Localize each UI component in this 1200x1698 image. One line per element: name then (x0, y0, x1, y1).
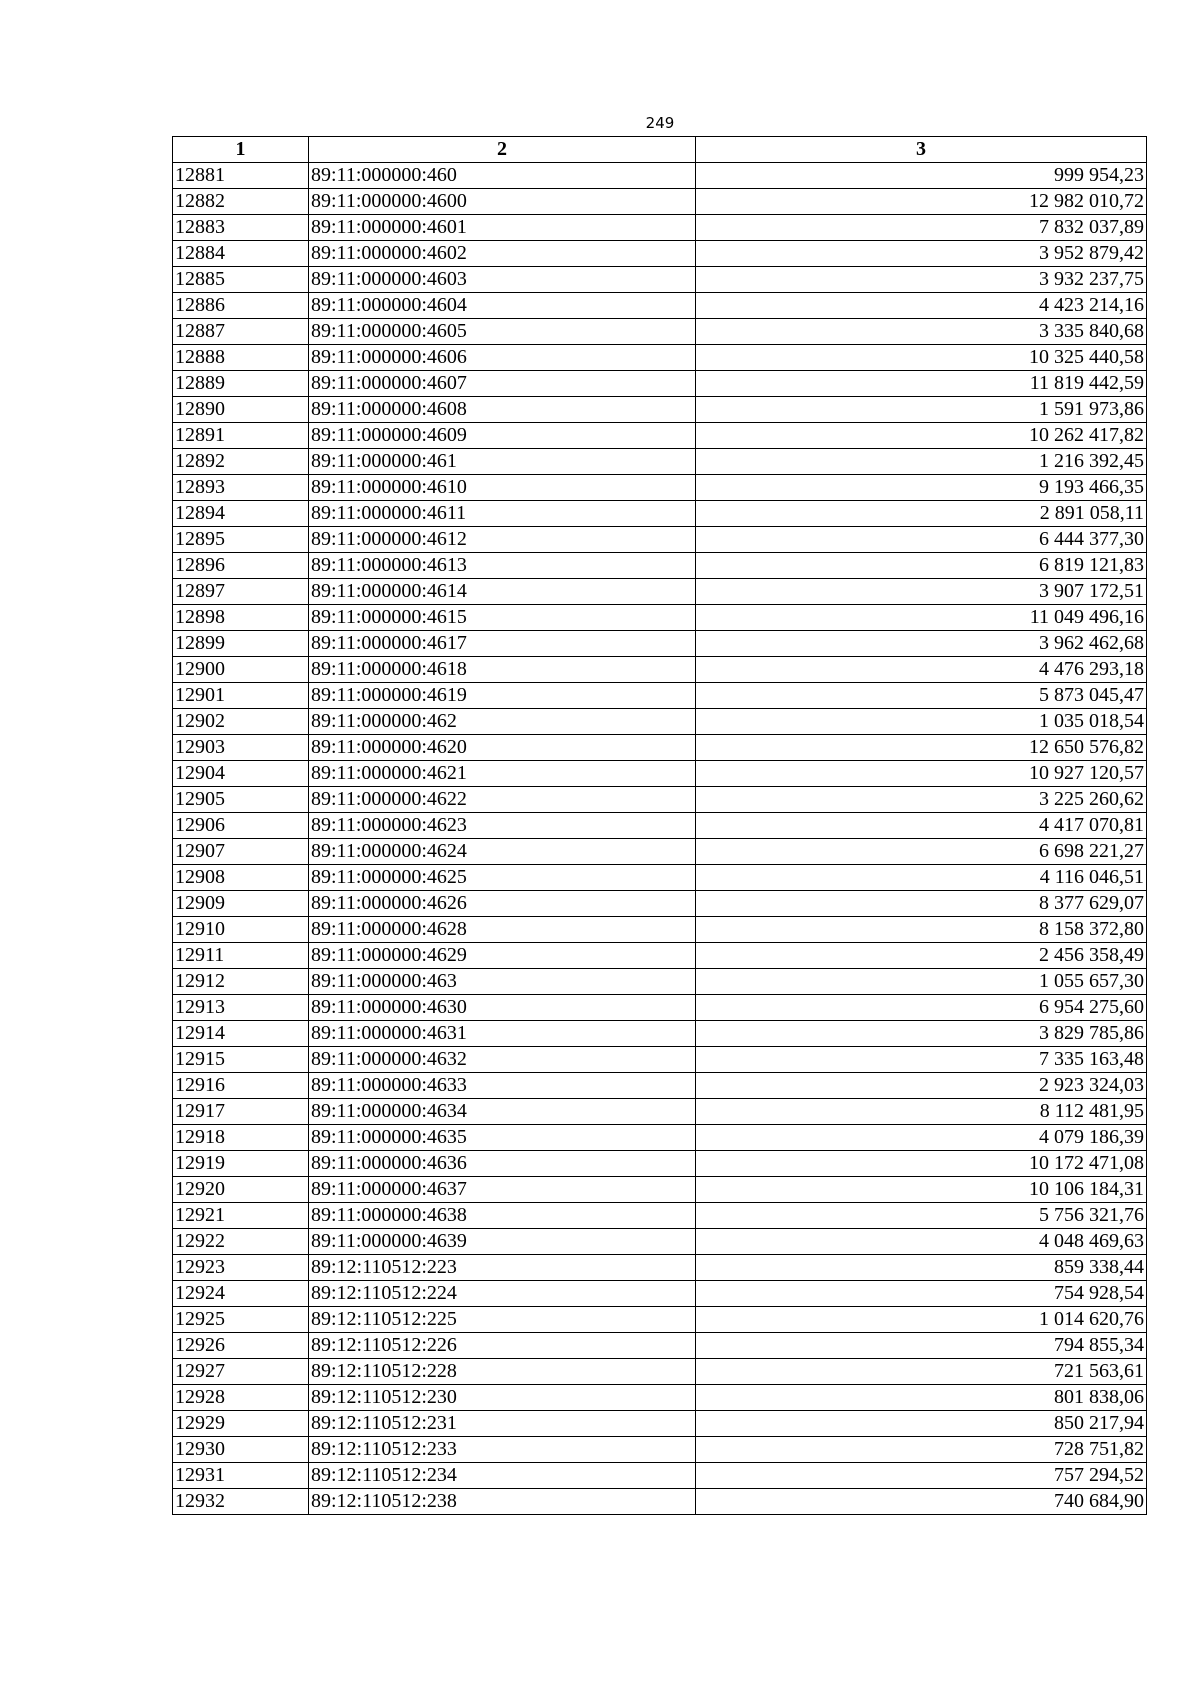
row-number-cell: 12902 (173, 709, 309, 735)
header-col-2: 2 (309, 137, 696, 163)
cadastral-number-cell: 89:11:000000:4637 (309, 1177, 696, 1203)
table-row (173, 787, 1147, 813)
table-row (173, 319, 1147, 345)
cadastral-number-cell: 89:11:000000:4636 (309, 1151, 696, 1177)
cadastral-number-cell: 89:12:110512:223 (309, 1255, 696, 1281)
table-row (173, 527, 1147, 553)
row-number-cell: 12896 (173, 553, 309, 579)
row-number-cell: 12905 (173, 787, 309, 813)
row-number-cell: 12908 (173, 865, 309, 891)
value-cell: 3 335 840,68 (696, 319, 1147, 345)
table-row (173, 631, 1147, 657)
row-number-cell: 12913 (173, 995, 309, 1021)
cadastral-number-cell: 89:11:000000:4625 (309, 865, 696, 891)
row-number-cell: 12900 (173, 657, 309, 683)
table-row (173, 1047, 1147, 1073)
table-body (173, 163, 1147, 1515)
table-row (173, 1177, 1147, 1203)
row-number-cell: 12894 (173, 501, 309, 527)
table-row (173, 163, 1147, 189)
row-number-cell: 12922 (173, 1229, 309, 1255)
row-number-cell: 12887 (173, 319, 309, 345)
value-cell: 10 172 471,08 (696, 1151, 1147, 1177)
value-cell: 6 819 121,83 (696, 553, 1147, 579)
value-cell: 7 335 163,48 (696, 1047, 1147, 1073)
row-number-cell: 12895 (173, 527, 309, 553)
cadastral-number-cell: 89:11:000000:4604 (309, 293, 696, 319)
row-number-cell: 12917 (173, 1099, 309, 1125)
row-number-cell: 12915 (173, 1047, 309, 1073)
table-row (173, 371, 1147, 397)
table-row (173, 241, 1147, 267)
table-row (173, 683, 1147, 709)
value-cell: 10 325 440,58 (696, 345, 1147, 371)
table-row (173, 839, 1147, 865)
table-row (173, 865, 1147, 891)
row-number-cell: 12898 (173, 605, 309, 631)
row-number-cell: 12899 (173, 631, 309, 657)
table-row (173, 813, 1147, 839)
value-cell: 10 927 120,57 (696, 761, 1147, 787)
value-cell: 4 476 293,18 (696, 657, 1147, 683)
cadastral-number-cell: 89:11:000000:4612 (309, 527, 696, 553)
table-row (173, 1463, 1147, 1489)
value-cell: 740 684,90 (696, 1489, 1147, 1515)
row-number-cell: 12893 (173, 475, 309, 501)
value-cell: 1 591 973,86 (696, 397, 1147, 423)
value-cell: 6 698 221,27 (696, 839, 1147, 865)
table-row (173, 709, 1147, 735)
cadastral-number-cell: 89:12:110512:224 (309, 1281, 696, 1307)
row-number-cell: 12910 (173, 917, 309, 943)
value-cell: 5 873 045,47 (696, 683, 1147, 709)
row-number-cell: 12888 (173, 345, 309, 371)
value-cell: 8 112 481,95 (696, 1099, 1147, 1125)
cadastral-number-cell: 89:11:000000:4623 (309, 813, 696, 839)
cadastral-number-cell: 89:11:000000:4607 (309, 371, 696, 397)
value-cell: 2 456 358,49 (696, 943, 1147, 969)
value-cell: 721 563,61 (696, 1359, 1147, 1385)
cadastral-number-cell: 89:11:000000:4634 (309, 1099, 696, 1125)
cadastral-number-cell: 89:11:000000:4610 (309, 475, 696, 501)
value-cell: 1 035 018,54 (696, 709, 1147, 735)
cadastral-number-cell: 89:11:000000:4602 (309, 241, 696, 267)
table-row (173, 1281, 1147, 1307)
table-row (173, 1021, 1147, 1047)
row-number-cell: 12931 (173, 1463, 309, 1489)
cadastral-number-cell: 89:11:000000:4620 (309, 735, 696, 761)
cadastral-number-cell: 89:12:110512:228 (309, 1359, 696, 1385)
table-row (173, 761, 1147, 787)
cadastral-number-cell: 89:12:110512:238 (309, 1489, 696, 1515)
cadastral-number-cell: 89:12:110512:233 (309, 1437, 696, 1463)
table-row (173, 969, 1147, 995)
cadastral-number-cell: 89:11:000000:4631 (309, 1021, 696, 1047)
table-row (173, 189, 1147, 215)
value-cell: 3 225 260,62 (696, 787, 1147, 813)
header-col-3: 3 (696, 137, 1147, 163)
row-number-cell: 12909 (173, 891, 309, 917)
table-row (173, 553, 1147, 579)
row-number-cell: 12881 (173, 163, 309, 189)
cadastral-number-cell: 89:11:000000:4633 (309, 1073, 696, 1099)
value-cell: 7 832 037,89 (696, 215, 1147, 241)
table-row (173, 1229, 1147, 1255)
table-row (173, 1411, 1147, 1437)
table-header-row (173, 137, 1147, 163)
value-cell: 1 055 657,30 (696, 969, 1147, 995)
row-number-cell: 12882 (173, 189, 309, 215)
cadastral-number-cell: 89:11:000000:4611 (309, 501, 696, 527)
cadastral-number-cell: 89:11:000000:4622 (309, 787, 696, 813)
value-cell: 728 751,82 (696, 1437, 1147, 1463)
value-cell: 4 423 214,16 (696, 293, 1147, 319)
value-cell: 3 907 172,51 (696, 579, 1147, 605)
cadastral-number-cell: 89:11:000000:460 (309, 163, 696, 189)
cadastral-number-cell: 89:11:000000:4618 (309, 657, 696, 683)
value-cell: 12 982 010,72 (696, 189, 1147, 215)
cadastral-number-cell: 89:12:110512:231 (309, 1411, 696, 1437)
cadastral-number-cell: 89:11:000000:4601 (309, 215, 696, 241)
value-cell: 757 294,52 (696, 1463, 1147, 1489)
table-row (173, 293, 1147, 319)
table-row (173, 1307, 1147, 1333)
value-cell: 5 756 321,76 (696, 1203, 1147, 1229)
row-number-cell: 12925 (173, 1307, 309, 1333)
row-number-cell: 12897 (173, 579, 309, 605)
cadastral-number-cell: 89:11:000000:4600 (309, 189, 696, 215)
value-cell: 6 444 377,30 (696, 527, 1147, 553)
cadastral-number-cell: 89:11:000000:4615 (309, 605, 696, 631)
table-row (173, 917, 1147, 943)
table-row (173, 1099, 1147, 1125)
row-number-cell: 12886 (173, 293, 309, 319)
value-cell: 999 954,23 (696, 163, 1147, 189)
row-number-cell: 12912 (173, 969, 309, 995)
row-number-cell: 12926 (173, 1333, 309, 1359)
row-number-cell: 12921 (173, 1203, 309, 1229)
row-number-cell: 12892 (173, 449, 309, 475)
table-row (173, 1255, 1147, 1281)
row-number-cell: 12891 (173, 423, 309, 449)
row-number-cell: 12920 (173, 1177, 309, 1203)
cadastral-number-cell: 89:11:000000:4619 (309, 683, 696, 709)
value-cell: 850 217,94 (696, 1411, 1147, 1437)
cadastral-number-cell: 89:11:000000:4638 (309, 1203, 696, 1229)
table-row (173, 1385, 1147, 1411)
value-cell: 801 838,06 (696, 1385, 1147, 1411)
cadastral-number-cell: 89:11:000000:462 (309, 709, 696, 735)
cadastral-number-cell: 89:11:000000:4614 (309, 579, 696, 605)
row-number-cell: 12924 (173, 1281, 309, 1307)
cadastral-number-cell: 89:11:000000:4608 (309, 397, 696, 423)
cadastral-number-cell: 89:11:000000:4613 (309, 553, 696, 579)
table-row (173, 475, 1147, 501)
row-number-cell: 12916 (173, 1073, 309, 1099)
table-row (173, 423, 1147, 449)
value-cell: 859 338,44 (696, 1255, 1147, 1281)
cadastral-number-cell: 89:11:000000:4603 (309, 267, 696, 293)
table-row (173, 1489, 1147, 1515)
page-number: 249 (645, 114, 675, 132)
row-number-cell: 12929 (173, 1411, 309, 1437)
table-row (173, 579, 1147, 605)
cadastral-number-cell: 89:11:000000:4605 (309, 319, 696, 345)
row-number-cell: 12883 (173, 215, 309, 241)
row-number-cell: 12907 (173, 839, 309, 865)
table-row (173, 1437, 1147, 1463)
header-col-1: 1 (173, 137, 309, 163)
value-cell: 754 928,54 (696, 1281, 1147, 1307)
row-number-cell: 12927 (173, 1359, 309, 1385)
value-cell: 4 417 070,81 (696, 813, 1147, 839)
value-cell: 794 855,34 (696, 1333, 1147, 1359)
row-number-cell: 12918 (173, 1125, 309, 1151)
table-row (173, 1203, 1147, 1229)
table-row (173, 449, 1147, 475)
table-row (173, 891, 1147, 917)
cadastral-number-cell: 89:11:000000:4635 (309, 1125, 696, 1151)
cadastral-number-cell: 89:11:000000:4626 (309, 891, 696, 917)
value-cell: 11 049 496,16 (696, 605, 1147, 631)
cadastral-number-cell: 89:11:000000:4624 (309, 839, 696, 865)
value-cell: 3 932 237,75 (696, 267, 1147, 293)
row-number-cell: 12889 (173, 371, 309, 397)
cadastral-number-cell: 89:11:000000:461 (309, 449, 696, 475)
table-row (173, 1151, 1147, 1177)
cadastral-number-cell: 89:11:000000:4621 (309, 761, 696, 787)
table-row (173, 605, 1147, 631)
cadastral-number-cell: 89:11:000000:4609 (309, 423, 696, 449)
row-number-cell: 12923 (173, 1255, 309, 1281)
value-cell: 10 262 417,82 (696, 423, 1147, 449)
value-cell: 4 048 469,63 (696, 1229, 1147, 1255)
row-number-cell: 12928 (173, 1385, 309, 1411)
cadastral-number-cell: 89:11:000000:4606 (309, 345, 696, 371)
value-cell: 3 962 462,68 (696, 631, 1147, 657)
row-number-cell: 12885 (173, 267, 309, 293)
value-cell: 2 891 058,11 (696, 501, 1147, 527)
value-cell: 1 014 620,76 (696, 1307, 1147, 1333)
cadastral-number-cell: 89:11:000000:4632 (309, 1047, 696, 1073)
row-number-cell: 12884 (173, 241, 309, 267)
row-number-cell: 12904 (173, 761, 309, 787)
value-cell: 1 216 392,45 (696, 449, 1147, 475)
table-row (173, 267, 1147, 293)
data-table (172, 136, 1147, 1515)
table-row (173, 215, 1147, 241)
value-cell: 3 952 879,42 (696, 241, 1147, 267)
row-number-cell: 12901 (173, 683, 309, 709)
value-cell: 6 954 275,60 (696, 995, 1147, 1021)
value-cell: 4 079 186,39 (696, 1125, 1147, 1151)
table-row (173, 1073, 1147, 1099)
cadastral-number-cell: 89:11:000000:4639 (309, 1229, 696, 1255)
cadastral-number-cell: 89:11:000000:4628 (309, 917, 696, 943)
row-number-cell: 12930 (173, 1437, 309, 1463)
table-row (173, 1333, 1147, 1359)
row-number-cell: 12919 (173, 1151, 309, 1177)
table-row (173, 1359, 1147, 1385)
row-number-cell: 12903 (173, 735, 309, 761)
table-row (173, 397, 1147, 423)
value-cell: 11 819 442,59 (696, 371, 1147, 397)
row-number-cell: 12911 (173, 943, 309, 969)
cadastral-number-cell: 89:11:000000:4630 (309, 995, 696, 1021)
row-number-cell: 12890 (173, 397, 309, 423)
value-cell: 2 923 324,03 (696, 1073, 1147, 1099)
table-row (173, 943, 1147, 969)
row-number-cell: 12914 (173, 1021, 309, 1047)
value-cell: 12 650 576,82 (696, 735, 1147, 761)
cadastral-number-cell: 89:11:000000:4617 (309, 631, 696, 657)
table-row (173, 657, 1147, 683)
value-cell: 3 829 785,86 (696, 1021, 1147, 1047)
row-number-cell: 12906 (173, 813, 309, 839)
cadastral-number-cell: 89:12:110512:225 (309, 1307, 696, 1333)
table-row (173, 345, 1147, 371)
cadastral-number-cell: 89:12:110512:234 (309, 1463, 696, 1489)
value-cell: 9 193 466,35 (696, 475, 1147, 501)
cadastral-number-cell: 89:12:110512:226 (309, 1333, 696, 1359)
table-row (173, 735, 1147, 761)
table-row (173, 1125, 1147, 1151)
value-cell: 8 158 372,80 (696, 917, 1147, 943)
cadastral-number-cell: 89:11:000000:463 (309, 969, 696, 995)
row-number-cell: 12932 (173, 1489, 309, 1515)
value-cell: 10 106 184,31 (696, 1177, 1147, 1203)
value-cell: 4 116 046,51 (696, 865, 1147, 891)
table-row (173, 501, 1147, 527)
cadastral-number-cell: 89:11:000000:4629 (309, 943, 696, 969)
value-cell: 8 377 629,07 (696, 891, 1147, 917)
table-row (173, 995, 1147, 1021)
cadastral-number-cell: 89:12:110512:230 (309, 1385, 696, 1411)
